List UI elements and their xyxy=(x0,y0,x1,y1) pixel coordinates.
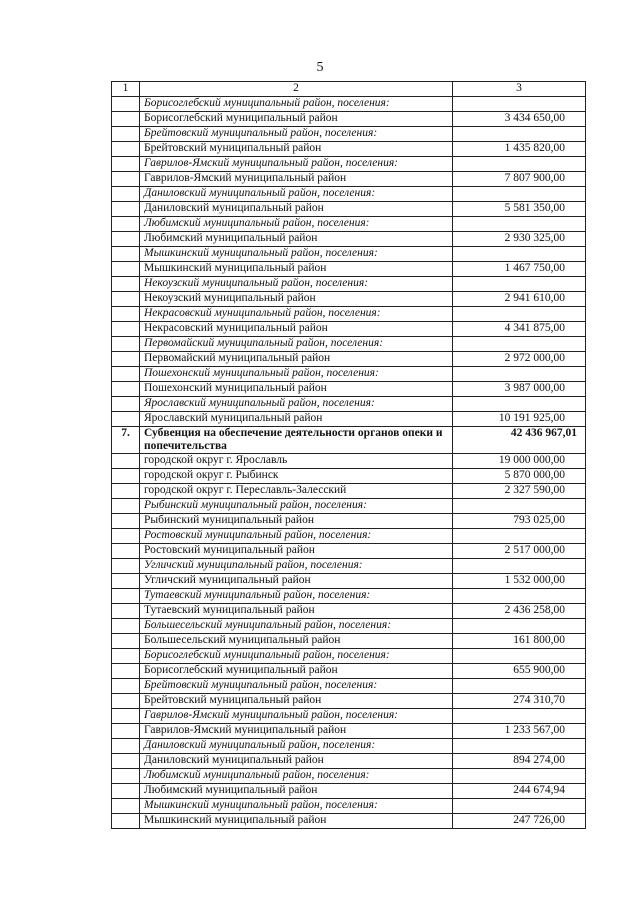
table-row xyxy=(112,142,586,157)
row-number-cell xyxy=(112,484,140,499)
amount-cell: 247 726,00 xyxy=(453,814,586,829)
row-number-cell xyxy=(112,454,140,469)
row-number-cell xyxy=(112,619,140,634)
section-header-row xyxy=(112,97,586,112)
header-cell-2: 2 xyxy=(140,82,453,97)
row-number-cell xyxy=(112,292,140,307)
row-number-cell xyxy=(112,157,140,172)
amount-cell: 5 870 000,00 xyxy=(453,469,586,484)
row-number-cell xyxy=(112,814,140,829)
table-row xyxy=(112,202,586,217)
row-number-cell xyxy=(112,604,140,619)
name-cell: городской округ г. Рыбинск xyxy=(140,469,453,484)
row-number-cell xyxy=(112,172,140,187)
name-cell: Пошехонский муниципальный район xyxy=(140,382,453,397)
row-number-cell xyxy=(112,799,140,814)
section-header-row xyxy=(112,337,586,352)
name-cell: Любимский муниципальный район xyxy=(140,784,453,799)
section-header-row xyxy=(112,739,586,754)
amount-cell xyxy=(453,589,586,604)
row-number-cell xyxy=(112,112,140,127)
row-number-cell xyxy=(112,217,140,232)
name-cell: Брейтовский муниципальный район, поселения: xyxy=(140,127,453,142)
table-row xyxy=(112,172,586,187)
amount-cell: 2 517 000,00 xyxy=(453,544,586,559)
row-number-cell xyxy=(112,739,140,754)
amount-cell xyxy=(453,499,586,514)
row-number-cell xyxy=(112,127,140,142)
table-row xyxy=(112,232,586,247)
amount-cell: 3 987 000,00 xyxy=(453,382,586,397)
amount-cell xyxy=(453,799,586,814)
name-cell: Тутаевский муниципальный район, поселения: xyxy=(140,589,453,604)
row-number-cell xyxy=(112,307,140,322)
amount-cell: 5 581 350,00 xyxy=(453,202,586,217)
row-number-cell xyxy=(112,529,140,544)
amount-cell: 1 532 000,00 xyxy=(453,574,586,589)
row-number-cell xyxy=(112,352,140,367)
amount-cell xyxy=(453,529,586,544)
name-cell: Брейтовский муниципальный район xyxy=(140,142,453,157)
row-number-cell xyxy=(112,724,140,739)
section-header-row xyxy=(112,619,586,634)
row-number-cell xyxy=(112,589,140,604)
row-number-cell xyxy=(112,232,140,247)
name-cell: Даниловский муниципальный район xyxy=(140,202,453,217)
amount-cell xyxy=(453,217,586,232)
amount-cell: 1 467 750,00 xyxy=(453,262,586,277)
table-row xyxy=(112,412,586,427)
row-number-cell xyxy=(112,574,140,589)
amount-cell: 2 972 000,00 xyxy=(453,352,586,367)
amount-cell: 2 436 258,00 xyxy=(453,604,586,619)
section-header-row xyxy=(112,589,586,604)
name-cell: Некоузский муниципальный район xyxy=(140,292,453,307)
row-number-cell xyxy=(112,97,140,112)
row-number-cell xyxy=(112,634,140,649)
amount-cell: 1 435 820,00 xyxy=(453,142,586,157)
table-row xyxy=(112,544,586,559)
row-number-cell xyxy=(112,142,140,157)
amount-cell: 894 274,00 xyxy=(453,754,586,769)
amount-cell xyxy=(453,157,586,172)
name-cell: городской округ г. Ярославль xyxy=(140,454,453,469)
amount-cell xyxy=(453,307,586,322)
name-cell: Борисоглебский муниципальный район xyxy=(140,664,453,679)
name-cell: Ярославский муниципальный район xyxy=(140,412,453,427)
table-row xyxy=(112,664,586,679)
table-body xyxy=(112,82,586,829)
amount-cell xyxy=(453,187,586,202)
name-cell: Некрасовский муниципальный район xyxy=(140,322,453,337)
amount-cell xyxy=(453,277,586,292)
section-header-row xyxy=(112,709,586,724)
table-row xyxy=(112,112,586,127)
row-number-cell xyxy=(112,247,140,262)
amount-cell: 1 233 567,00 xyxy=(453,724,586,739)
name-cell: Мышкинский муниципальный район, поселения: xyxy=(140,247,453,262)
header-cell-3: 3 xyxy=(453,82,586,97)
section-header-row xyxy=(112,217,586,232)
name-cell: Гаврилов-Ямский муниципальный район, поселения: xyxy=(140,157,453,172)
header-row xyxy=(112,82,586,97)
table-row xyxy=(112,814,586,829)
section-header-row xyxy=(112,187,586,202)
section-header-row xyxy=(112,559,586,574)
section-header-row xyxy=(112,679,586,694)
row-number-cell xyxy=(112,382,140,397)
section-total-row xyxy=(112,427,586,454)
name-cell: Даниловский муниципальный район, поселения: xyxy=(140,739,453,754)
amount-cell xyxy=(453,337,586,352)
name-cell: Ростовский муниципальный район xyxy=(140,544,453,559)
amount-cell: 42 436 967,01 xyxy=(453,427,586,454)
name-cell: Гаврилов-Ямский муниципальный район xyxy=(140,724,453,739)
name-cell: Ярославский муниципальный район, поселения: xyxy=(140,397,453,412)
table-row xyxy=(112,754,586,769)
name-cell: Борисоглебский муниципальный район, поселения: xyxy=(140,649,453,664)
name-cell: Даниловский муниципальный район, поселения: xyxy=(140,187,453,202)
amount-cell xyxy=(453,559,586,574)
amount-cell: 2 327 590,00 xyxy=(453,484,586,499)
amount-cell xyxy=(453,739,586,754)
table-row xyxy=(112,322,586,337)
name-cell: Брейтовский муниципальный район, поселения: xyxy=(140,679,453,694)
row-number-cell xyxy=(112,262,140,277)
amount-cell xyxy=(453,97,586,112)
section-header-row xyxy=(112,127,586,142)
name-cell: Пошехонский муниципальный район, поселения: xyxy=(140,367,453,382)
name-cell: Ростовский муниципальный район, поселения: xyxy=(140,529,453,544)
row-number-cell xyxy=(112,649,140,664)
name-cell: Гаврилов-Ямский муниципальный район xyxy=(140,172,453,187)
name-cell: Мышкинский муниципальный район xyxy=(140,814,453,829)
section-header-row xyxy=(112,307,586,322)
name-cell: Субвенция на обеспечение деятельности органов опеки и попечительства xyxy=(140,427,453,454)
row-number-cell xyxy=(112,187,140,202)
section-header-row xyxy=(112,367,586,382)
row-number-cell xyxy=(112,397,140,412)
page-number: 5 xyxy=(316,60,324,75)
header-cell-1: 1 xyxy=(112,82,140,97)
section-header-row xyxy=(112,529,586,544)
table-row xyxy=(112,604,586,619)
table-row xyxy=(112,574,586,589)
table-row xyxy=(112,694,586,709)
table-row xyxy=(112,352,586,367)
table-row xyxy=(112,292,586,307)
row-number-cell xyxy=(112,367,140,382)
section-header-row xyxy=(112,649,586,664)
row-number-cell xyxy=(112,664,140,679)
name-cell: Большесельский муниципальный район, поселения: xyxy=(140,619,453,634)
table-row xyxy=(112,484,586,499)
name-cell: Любимский муниципальный район, поселения: xyxy=(140,769,453,784)
amount-cell: 10 191 925,00 xyxy=(453,412,586,427)
row-number-cell xyxy=(112,514,140,529)
amount-cell xyxy=(453,247,586,262)
name-cell: Мышкинский муниципальный район, поселения: xyxy=(140,799,453,814)
name-cell: Любимский муниципальный район, поселения: xyxy=(140,217,453,232)
name-cell: Борисоглебский муниципальный район, поселения: xyxy=(140,97,453,112)
amount-cell xyxy=(453,367,586,382)
amount-cell: 2 941 610,00 xyxy=(453,292,586,307)
amount-cell: 274 310,70 xyxy=(453,694,586,709)
amount-cell: 19 000 000,00 xyxy=(453,454,586,469)
section-header-row xyxy=(112,277,586,292)
section-header-row xyxy=(112,157,586,172)
name-cell: Рыбинский муниципальный район, поселения: xyxy=(140,499,453,514)
row-number-cell xyxy=(112,544,140,559)
name-cell: Брейтовский муниципальный район xyxy=(140,694,453,709)
name-cell: Некрасовский муниципальный район, поселения: xyxy=(140,307,453,322)
row-number-cell xyxy=(112,559,140,574)
amount-cell: 244 674,94 xyxy=(453,784,586,799)
amount-cell: 4 341 875,00 xyxy=(453,322,586,337)
name-cell: Рыбинский муниципальный район xyxy=(140,514,453,529)
name-cell: Борисоглебский муниципальный район xyxy=(140,112,453,127)
section-header-row xyxy=(112,397,586,412)
row-number-cell xyxy=(112,499,140,514)
table-row xyxy=(112,262,586,277)
section-header-row xyxy=(112,247,586,262)
row-number-cell xyxy=(112,277,140,292)
name-cell: Угличский муниципальный район xyxy=(140,574,453,589)
table-row xyxy=(112,634,586,649)
amount-cell xyxy=(453,649,586,664)
section-header-row xyxy=(112,499,586,514)
amount-cell xyxy=(453,619,586,634)
row-number-cell xyxy=(112,337,140,352)
amount-cell: 655 900,00 xyxy=(453,664,586,679)
row-number-cell xyxy=(112,709,140,724)
name-cell: Гаврилов-Ямский муниципальный район, поселения: xyxy=(140,709,453,724)
row-number-cell xyxy=(112,202,140,217)
budget-table xyxy=(111,81,586,829)
name-cell: Тутаевский муниципальный район xyxy=(140,604,453,619)
amount-cell xyxy=(453,769,586,784)
name-cell: Большесельский муниципальный район xyxy=(140,634,453,649)
row-number-cell xyxy=(112,469,140,484)
name-cell: Некоузский муниципальный район, поселения: xyxy=(140,277,453,292)
row-number-cell xyxy=(112,769,140,784)
table-row xyxy=(112,382,586,397)
table-row xyxy=(112,784,586,799)
amount-cell: 2 930 325,00 xyxy=(453,232,586,247)
amount-cell: 161 800,00 xyxy=(453,634,586,649)
row-number-cell xyxy=(112,679,140,694)
row-number-cell xyxy=(112,322,140,337)
table-row xyxy=(112,454,586,469)
table-row xyxy=(112,469,586,484)
name-cell: Первомайский муниципальный район xyxy=(140,352,453,367)
table-row xyxy=(112,514,586,529)
table-row xyxy=(112,724,586,739)
name-cell: Даниловский муниципальный район xyxy=(140,754,453,769)
row-number-cell xyxy=(112,694,140,709)
row-number-cell xyxy=(112,784,140,799)
name-cell: Мышкинский муниципальный район xyxy=(140,262,453,277)
name-cell: Угличский муниципальный район, поселения: xyxy=(140,559,453,574)
amount-cell xyxy=(453,709,586,724)
amount-cell: 793 025,00 xyxy=(453,514,586,529)
section-header-row xyxy=(112,799,586,814)
row-number-cell: 7. xyxy=(112,427,140,454)
name-cell: Любимский муниципальный район xyxy=(140,232,453,247)
row-number-cell xyxy=(112,754,140,769)
name-cell: Первомайский муниципальный район, поселения: xyxy=(140,337,453,352)
amount-cell xyxy=(453,127,586,142)
amount-cell: 7 807 900,00 xyxy=(453,172,586,187)
amount-cell: 3 434 650,00 xyxy=(453,112,586,127)
name-cell: городской округ г. Переславль-Залесский xyxy=(140,484,453,499)
row-number-cell xyxy=(112,412,140,427)
amount-cell xyxy=(453,679,586,694)
section-header-row xyxy=(112,769,586,784)
amount-cell xyxy=(453,397,586,412)
